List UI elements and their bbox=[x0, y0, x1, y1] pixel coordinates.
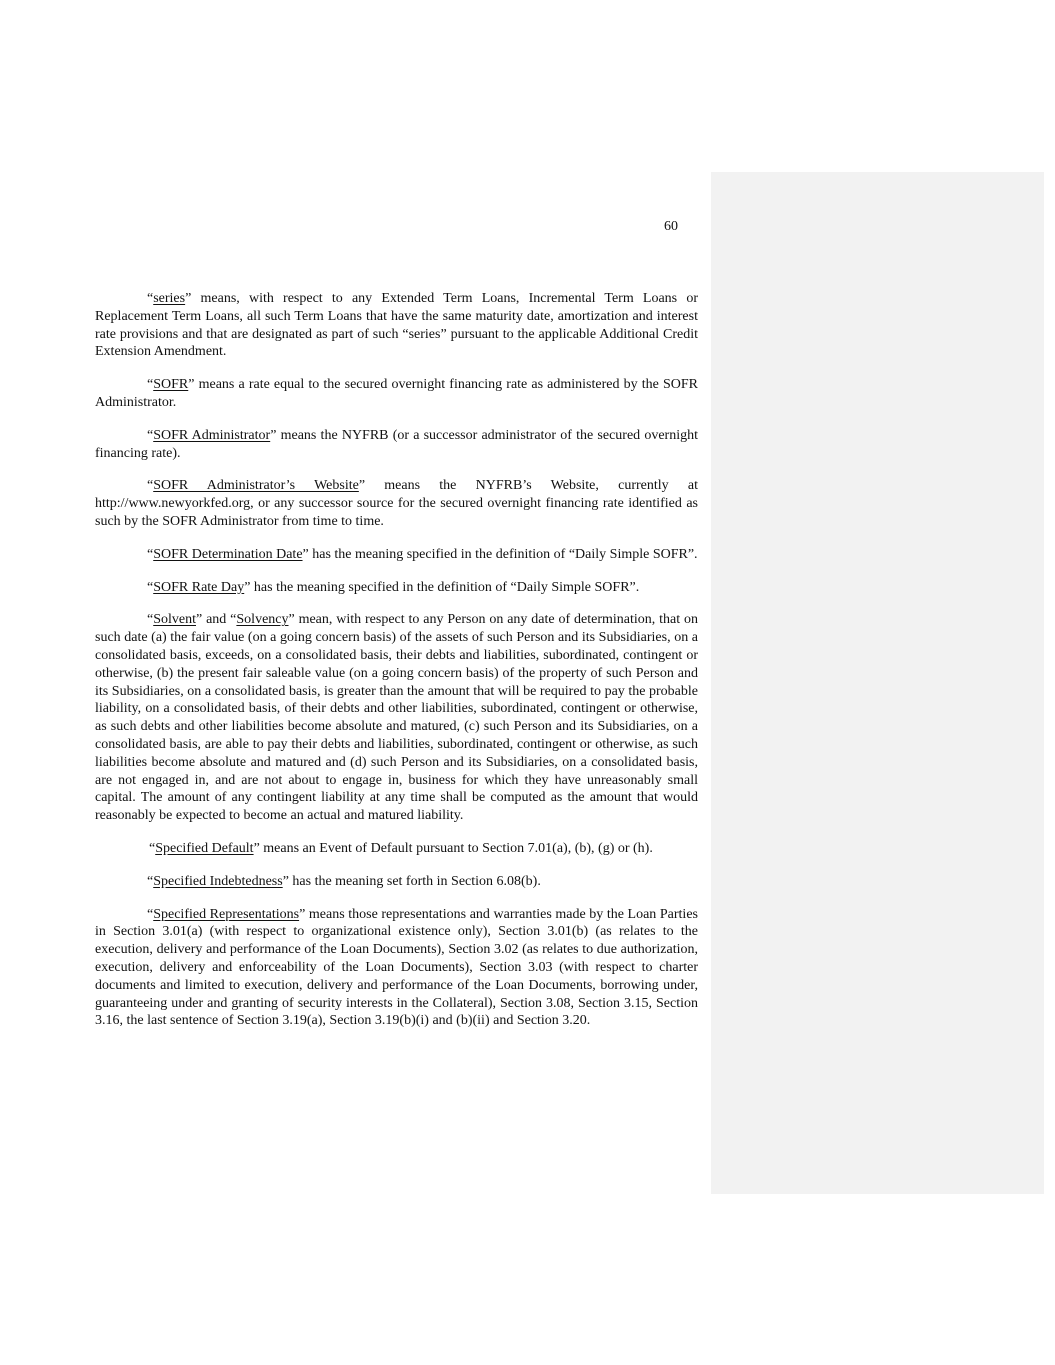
definition-sofr: “SOFR” means a rate equal to the secured overnight financing rate as administered by the SOFR Administrator. bbox=[95, 377, 698, 410]
defined-term: SOFR bbox=[153, 377, 189, 393]
definition-text: ” means, with respect to any Extended Term Loans, Incremental Term Loans or Replacement Term Loans, all such Term Loans that have the same maturity date, amortization and interest rate provisions and that are designated as part of such “series” pursuant to the applicable Additional Credit Extension Amendment. bbox=[95, 291, 698, 360]
definition-text: ” has the meaning specified in the definition of “Daily Simple SOFR”. bbox=[302, 546, 698, 562]
page-number: 60 bbox=[664, 219, 678, 234]
defined-term: Specified Indebtedness bbox=[153, 873, 283, 889]
defined-term: SOFR Administrator’s Website bbox=[153, 478, 359, 494]
definition-text: ” means a rate equal to the secured overnight financing rate as administered by the SOFR Administrator. bbox=[95, 377, 698, 410]
definition-text: ” means the NYFRB (or a successor administrator of the secured overnight financing rate). bbox=[95, 427, 698, 461]
defined-term: series bbox=[153, 291, 186, 306]
defined-term-2: Solvency bbox=[236, 612, 289, 628]
document-body bbox=[95, 290, 698, 1045]
defined-term: Specified Default bbox=[155, 840, 254, 856]
comment-pane bbox=[711, 172, 1044, 1194]
definition-sofr-administrators-website: “SOFR Administrator’s Website” means the NYFRB’s Website, currently at http://www.newyorkfed.org, or any successor source for the secured overnight financing rate identified as such by the SOFR Administrator from time to time. bbox=[95, 478, 698, 529]
definition-text: ” means an Event of Default pursuant to Section 7.01(a), (b), (g) or (h). bbox=[253, 840, 653, 856]
definition-series: “series” means, with respect to any Extended Term Loans, Incremental Term Loans or Replacement Term Loans, all such Term Loans that have the same maturity date, amortization and interest rate provisions and that are designated as part of such “series” pursuant to the applicable Additional Credit Extension Amendment. bbox=[95, 291, 698, 360]
definition-text: ” has the meaning specified in the definition of “Daily Simple SOFR”. bbox=[244, 579, 640, 595]
defined-term: Specified Representations bbox=[153, 906, 300, 922]
definition-text: ” means those representations and warranties made by the Loan Parties in Section 3.01(a) (with respect to organizational existence only), Section 3.01(b) (as relates to the execution, delivery and performance of the Loan Documents), Section 3.02 (as relates to due authorization, execution, delivery and enforceability of the Loan Documents), Section 3.03 (with respect to charter documents and limited to execution, delivery and performance of the Loan Documents, borrowing under, guaranteeing under and granting of security interests in the Collateral), Section 3.08, Section 3.15, Section 3.16, the last sentence of Section 3.19(a), Section 3.19(b)(i) and (b)(ii) and Section 3.20. bbox=[95, 906, 698, 1029]
definition-specified-default: “Specified Default” means an Event of Default pursuant to Section 7.01(a), (b), (g) or (h). bbox=[149, 840, 653, 856]
definition-solvent: “Solvent” and “Solvency” mean, with respect to any Person on any date of determination, that on such date (a) the fair value (on a going concern basis) of the assets of such Person and its Subsidiaries, on a consolidated basis, exceeds, on a consolidated basis, their debts and liabilities, subordinated, contingent or otherwise, (b) the present fair saleable value (on a going concern basis) of the property of such Person and its Subsidiaries, on a consolidated basis, is greater than the amount that will be required to pay the probable liability, on a consolidated basis, of their debts and other liabilities, subordinated, contingent or otherwise, as such debts and other liabilities become absolute and matured, (c) such Person and its Subsidiaries, on a consolidated basis, are able to pay their debts and liabilities, subordinated, contingent or otherwise, as such liabilities become absolute and matured and (d) such Person and its Subsidiaries, on a consolidated basis, are not engaged in, and are not about to engage in, business for which they have unreasonably small capital. The amount of any contingent liability at any time shall be computed as the amount that would reasonably be expected to become an actual and matured liability. bbox=[95, 612, 698, 824]
definition-sofr-determination-date: “SOFR Determination Date” has the meaning specified in the definition of “Daily Simple SOFR”. bbox=[147, 546, 698, 562]
definition-text: ” mean, with respect to any Person on any date of determination, that on such date (a) the fair value (on a going concern basis) of the assets of such Person and its Subsidiaries, on a consolidated basis, exceeds, on a consolidated basis, their debts and liabilities, subordinated, contingent or otherwise, (b) the present fair saleable value (on a going concern basis) of the property of such Person and its Subsidiaries, on a consolidated basis, is greater than the amount that will be required to pay the probable liability, on a consolidated basis, of their debts and other liabilities, subordinated, contingent or otherwise, as such debts and other liabilities become absolute and matured, (c) such Person and its Subsidiaries, on a consolidated basis, are able to pay their debts and liabilities, subordinated, contingent or otherwise, as such liabilities become absolute and matured and (d) such Person and its Subsidiaries, on a consolidated basis, are not engaged in, and are not about to engage in, business for which they have unreasonably small capital. The amount of any contingent liability at any time shall be computed as the amount that would reasonably be expected to become an actual and matured liability. bbox=[95, 612, 698, 824]
definition-text: ” has the meaning set forth in Section 6.08(b). bbox=[282, 873, 541, 889]
definition-specified-representations: “Specified Representations” means those representations and warranties made by the Loan Parties in Section 3.01(a) (with respect to organizational existence only), Section 3.01(b) (as relates to the execution, delivery and performance of the Loan Documents), Section 3.02 (as relates to due authorization, execution, delivery and enforceability of the Loan Documents), Section 3.03 (with respect to charter documents and limited to execution, delivery and performance of the Loan Documents, borrowing under, guaranteeing under and granting of security interests in the Collateral), Section 3.08, Section 3.15, Section 3.16, the last sentence of Section 3.19(a), Section 3.19(b)(i) and (b)(ii) and Section 3.20. bbox=[95, 906, 698, 1029]
defined-term: SOFR Rate Day bbox=[153, 579, 245, 595]
defined-term: SOFR Administrator bbox=[153, 427, 271, 443]
definition-sofr-administrator: “SOFR Administrator” means the NYFRB (or a successor administrator of the secured overnight financing rate). bbox=[95, 427, 698, 461]
definition-specified-indebtedness: “Specified Indebtedness” has the meaning set forth in Section 6.08(b). bbox=[147, 873, 541, 889]
defined-term: SOFR Determination Date bbox=[153, 546, 303, 562]
definition-sofr-rate-day: “SOFR Rate Day” has the meaning specified in the definition of “Daily Simple SOFR”. bbox=[147, 579, 640, 595]
defined-term: Solvent bbox=[153, 612, 196, 628]
definition-text: ” means the NYFRB’s Website, currently at http://www.newyorkfed.org, or any successor source for the secured overnight financing rate identified as such by the SOFR Administrator from time to time. bbox=[95, 478, 698, 529]
